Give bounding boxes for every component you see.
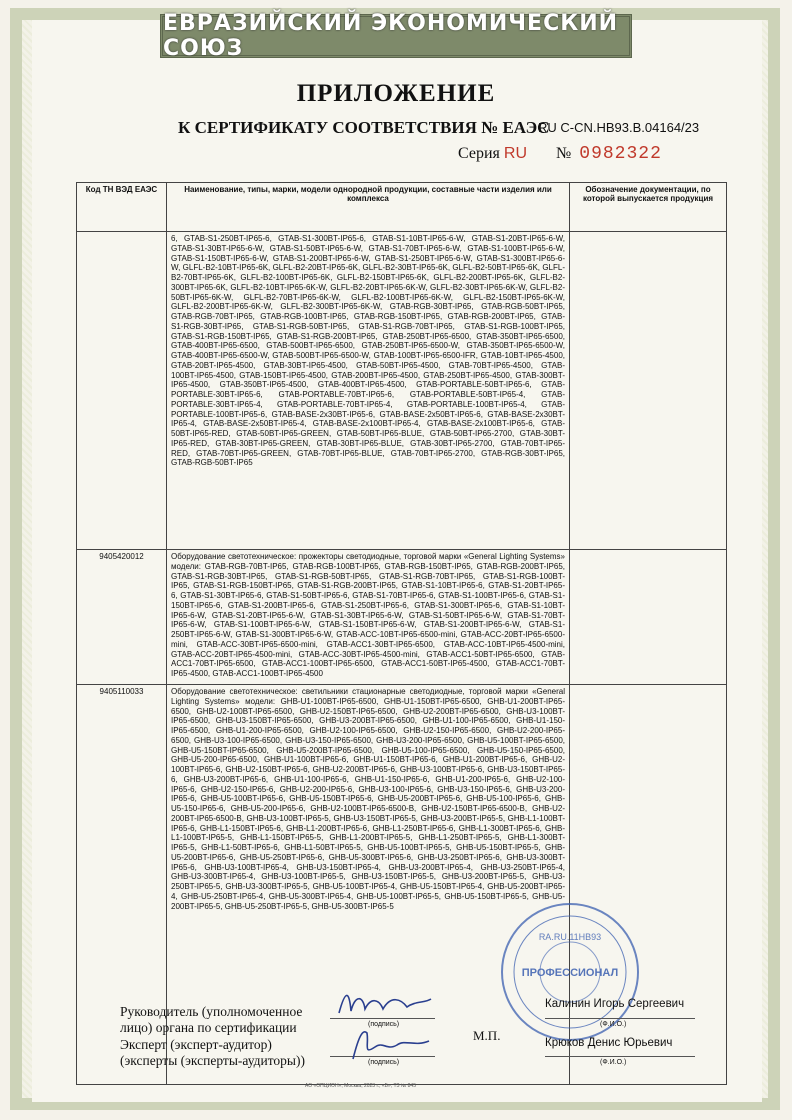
table-row bbox=[77, 550, 727, 685]
certificate-number: RU C-CN.НВ93.В.04164/23 bbox=[538, 120, 700, 135]
head-label bbox=[120, 1004, 302, 1036]
expert-label bbox=[120, 1037, 305, 1069]
row-code: 9405420012 bbox=[77, 550, 167, 685]
number-value: 0982322 bbox=[579, 144, 662, 164]
expert-label-line1: Эксперт (эксперт-аудитор) bbox=[120, 1037, 272, 1052]
header-code: Код ТН ВЭД ЕАЭС bbox=[77, 183, 167, 232]
head-label-line2: лицо) органа по сертификации bbox=[120, 1020, 297, 1035]
series-label: Серия bbox=[458, 145, 500, 162]
head-name-line bbox=[545, 1018, 695, 1019]
row-description: 6, GTAB-S1-250BT-IP65-6, GTAB-S1-300BT-IP65-6, GTAB-S1-10BT-IP65-6-W, GTAB-S1-20BT-IP65-6-W, GTAB-S1-30BT-IP65-6-W, GTAB-S1-50BT-IP65-6-W, GTAB-S1-70BT-IP65-6-W, GTAB-S1-100BT-IP65-6-W, GTAB-S1-150BT-IP65-6-W, GTAB-S1-200BT-IP65-6-W, GTAB-S1-250BT-IP65-6-W, GTAB-S1-300BT-IP65-6-W, GLFL-B2-10BT-IP65-6K, GLFL-B2-20BT-IP65-6K, GLFL-B2-30BT-IP65-6K, GLFL-B2-50BT-IP65-6K, GLFL-B2-70BT-IP65-6K, GLFL-B2-100BT-IP65-6K, GLFL-B2-150BT-IP65-6K, GLFL-B2-200BT-IP65-6K, GLFL-B2-300BT-IP65-6K, GLFL-B2-10BT-IP65-6K-W, GLFL-B2-20BT-IP65-6K-W, GLFL-B2-30BT-IP65-6K-W, GLFL-B2-50BT-IP65-6K-W, GLFL-B2-70BT-IP65-6K-W, GLFL-B2-100BT-IP65-6K-W, GLFL-B2-150BT-IP65-6K-W, GLFL-B2-200BT-IP65-6K-W, GLFL-B2-300BT-IP65-6K-W, GTAB-RGB-30BT-IP65, GTAB-RGB-50BT-IP65, GTAB-RGB-70BT-IP65, GTAB-RGB-100BT-IP65, GTAB-RGB-150BT-IP65, GTAB-RGB-200BT-IP65, GTAB-S1-RGB-30BT-IP65, GTAB-S1-RGB-50BT-IP65, GTAB-S1-RGB-70BT-IP65, GTAB-S1-RGB-100BT-IP65, GTAB-S1-RGB-150BT-IP65, GTAB-S1-RGB-200BT-IP65, GTAB-250BT-IP65-6500, GTAB-350BT-IP65-6500, GTAB-400BT-IP65-6500, GTAB-500BT-IP65-6500, GTAB-250BT-IP65-6500-W, GTAB-350BT-IP65-6500-W, GTAB-400BT-IP65-6500-W, GTAB-500BT-IP65-6500-W, GTAB-100BT-IP65-6500-IFR, GTAB-10BT-IP65-4500, GTAB-20BT-IP65-4500, GTAB-30BT-IP65-4500, GTAB-50BT-IP65-4500, GTAB-70BT-IP65-4500, GTAB-100BT-IP65-4500, GTAB-150BT-IP65-4500, GTAB-200BT-IP65-4500, GTAB-250BT-IP65-4500, GTAB-300BT-IP65-4500, GTAB-350BT-IP65-4500, GTAB-400BT-IP65-4500, GTAB-PORTABLE-50BT-IP65-6, GTAB-PORTABLE-30BT-IP65-6, GTAB-PORTABLE-70BT-IP65-6, GTAB-PORTABLE-50BT-IP65-4, GTAB-PORTABLE-30BT-IP65-4, GTAB-PORTABLE-70BT-IP65-4, GTAB-PORTABLE-100BT-IP65-4, GTAB-PORTABLE-100BT-IP65-6, GTAB-BASE-2x30BT-IP65-6, GTAB-BASE-2x50BT-IP65-6, GTAB-BASE-2x30BT-IP65-4, GTAB-BASE-2x50BT-IP65-4, GTAB-BASE-2x100BT-IP65-4, GTAB-BASE-2x100BT-IP65-6, GTAB-50BT-IP65-RED, GTAB-50BT-IP65-GREEN, GTAB-50BT-IP65-BLUE, GTAB-50BT-IP65-2700, GTAB-30BT-IP65-RED, GTAB-30BT-IP65-GREEN, GTAB-30BT-IP65-BLUE, GTAB-30BT-IP65-2700, GTAB-70BT-IP65-RED, GTAB-70BT-IP65-GREEN, GTAB-70BT-IP65-BLUE, GTAB-70BT-IP65-2700, GTAB-RGB-30BT-IP65, GTAB-RGB-50BT-IP65 bbox=[167, 232, 570, 550]
row-description: Оборудование светотехническое: светильники стационарные светодиодные, торговой марки «General Lighting Systems» модели: GHB-U1-100BT-IP65-6500, GHB-U1-150BT-IP65-6500, GHB-U1-200BT-IP65-6500, GHB-U2-100BT-IP65-6500, GHB-U2-150BT-IP65-6500, GHB-U2-200BT-IP65-6500, GHB-U3-100BT-IP65-6500, GHB-U3-150BT-IP65-6500, GHB-U3-200BT-IP65-6500, GHB-U1-100-IP65-6500, GHB-U1-150-IP65-6500, GHB-U1-200-IP65-6500, GHB-U2-100-IP65-6500, GHB-U2-150-IP65-6500, GHB-U2-200-IP65-6500, GHB-U3-100-IP65-6500, GHB-U3-150-IP65-6500, GHB-U3-200-IP65-6500, GHB-U5-100BT-IP65-6500, GHB-U5-150BT-IP65-6500, GHB-U5-200BT-IP65-6500, GHB-U5-100-IP65-6500, GHB-U5-150-IP65-6500, GHB-U5-200-IP65-6500, GHB-U1-100BT-IP65-6, GHB-U1-150BT-IP65-6, GHB-U1-200BT-IP65-6, GHB-U2-100BT-IP65-6, GHB-U2-150BT-IP65-6, GHB-U2-200BT-IP65-6, GHB-U3-100BT-IP65-6, GHB-U3-150BT-IP65-6, GHB-U3-200BT-IP65-6, GHB-U1-100-IP65-6, GHB-U1-150-IP65-6, GHB-U1-200-IP65-6, GHB-U2-100-IP65-6, GHB-U2-150-IP65-6, GHB-U2-200-IP65-6, GHB-U3-100-IP65-6, GHB-U3-150-IP65-6, GHB-U3-200-IP65-6, GHB-U5-100BT-IP65-6, GHB-U5-150BT-IP65-6, GHB-U5-200BT-IP65-6, GHB-U5-100-IP65-6, GHB-U5-150-IP65-6, GHB-U5-200-IP65-6, GHB-U2-100BT-IP65-6500-B, GHB-U2-150BT-IP65-6500-B, GHB-U2-200BT-IP65-6500-B, GHB-U3-100BT-IP65-5, GHB-U3-150BT-IP65-5, GHB-U3-200BT-IP65-5, GHB-L1-100BT-IP65-6, GHB-L1-150BT-IP65-6, GHB-L1-200BT-IP65-6, GHB-L1-250BT-IP65-6, GHB-L1-300BT-IP65-6, GHB-L1-100BT-IP65-5, GHB-L1-150BT-IP65-5, GHB-L1-200BT-IP65-5, GHB-L1-250BT-IP65-5, GHB-L1-300BT-IP65-5, GHB-L1-50BT-IP65-6, GHB-L1-50BT-IP65-5, GHB-U5-100BT-IP65-5, GHB-U5-150BT-IP65-5, GHB-U5-200BT-IP65-6, GHB-U5-250BT-IP65-6, GHB-U5-300BT-IP65-6, GHB-U3-250BT-IP65-6, GHB-U3-300BT-IP65-6, GHB-U3-100BT-IP65-4, GHB-U3-150BT-IP65-4, GHB-U3-200BT-IP65-4, GHB-U3-250BT-IP65-4, GHB-U3-300BT-IP65-4, GHB-U3-100BT-IP65-5, GHB-U3-150BT-IP65-5, GHB-U3-200BT-IP65-5, GHB-U3-250BT-IP65-5, GHB-U3-300BT-IP65-5, GHB-U5-100BT-IP65-4, GHB-U5-150BT-IP65-4, GHB-U5-200BT-IP65-4, GHB-U5-250BT-IP65-4, GHB-U5-300BT-IP65-4, GHB-U5-100BT-IP65-5, GHB-U5-150BT-IP65-5, GHB-U5-200BT-IP65-5, GHB-U5-250BT-IP65-5, GHB-U5-300BT-IP65-5 bbox=[167, 685, 570, 1085]
row-doc bbox=[570, 232, 727, 550]
banner-text: ЕВРАЗИЙСКИЙ ЭКОНОМИЧЕСКИЙ СОЮЗ bbox=[163, 11, 619, 61]
row-doc bbox=[570, 550, 727, 685]
header-name: Наименование, типы, марки, модели однородной продукции, составные части изделия или комплекса bbox=[167, 183, 570, 232]
expert-name-line bbox=[545, 1056, 695, 1057]
eaeu-banner bbox=[160, 11, 632, 61]
form-number bbox=[556, 144, 662, 164]
number-label: № bbox=[556, 145, 572, 162]
stamp-place-label: М.П. bbox=[473, 1028, 501, 1043]
row-code bbox=[77, 232, 167, 550]
page-title: ПРИЛОЖЕНИЕ bbox=[296, 80, 496, 107]
stamp-center-text: ПРОФЕССИОНАЛ bbox=[521, 967, 619, 979]
table-header-row bbox=[77, 183, 727, 232]
head-name-caption: (Ф.И.О.) bbox=[600, 1021, 627, 1028]
header-doc: Обозначение документации, по которой выпускается продукция bbox=[570, 183, 727, 232]
head-sign-caption: (подпись) bbox=[368, 1021, 400, 1028]
expert-name-caption: (Ф.И.О.) bbox=[600, 1059, 627, 1066]
head-signature-icon bbox=[335, 985, 435, 1020]
expert-sign-caption: (подпись) bbox=[368, 1059, 400, 1066]
stamp-top-text: RA.RU.11НВ93 bbox=[538, 932, 602, 942]
certificate-subtitle: К СЕРТИФИКАТУ СООТВЕТСТВИЯ № ЕАЭС bbox=[178, 118, 550, 137]
expert-name: Крюков Денис Юрьевич bbox=[545, 1037, 673, 1049]
row-description: Оборудование светотехническое: прожекторы светодиодные, торговой марки «General Lighting Systems» модели: GTAB-RGB-70BT-IP65, GTAB-RGB-100BT-IP65, GTAB-RGB-150BT-IP65, GTAB-RGB-200BT-IP65, GTAB-S1-RGB-30BT-IP65, GTAB-S1-RGB-50BT-IP65, GTAB-S1-RGB-70BT-IP65, GTAB-S1-RGB-100BT-IP65, GTAB-S1-RGB-150BT-IP65, GTAB-S1-RGB-200BT-IP65, GTAB-S1-10BT-IP65-6, GTAB-S1-20BT-IP65-6, GTAB-S1-30BT-IP65-6, GTAB-S1-50BT-IP65-6, GTAB-S1-70BT-IP65-6, GTAB-S1-100BT-IP65-6, GTAB-S1-150BT-IP65-6, GTAB-S1-200BT-IP65-6, GTAB-S1-250BT-IP65-6, GTAB-S1-300BT-IP65-6, GTAB-S1-10BT-IP65-6-W, GTAB-S1-20BT-IP65-6-W, GTAB-S1-30BT-IP65-6-W, GTAB-S1-50BT-IP65-6-W, GTAB-S1-70BT-IP65-6-W, GTAB-S1-100BT-IP65-6-W, GTAB-S1-150BT-IP65-6-W, GTAB-S1-200BT-IP65-6-W, GTAB-S1-250BT-IP65-6-W, GTAB-S1-300BT-IP65-6-W, GTAB-ACC-10BT-IP65-6500-mini, GTAB-ACC-20BT-IP65-6500-mini, GTAB-ACC-30BT-IP65-6500-mini, GTAB-ACC1-30BT-IP65-6500, GTAB-ACC-10BT-IP65-4500-mini, GTAB-ACC-20BT-IP65-4500-mini, GTAB-ACC-30BT-IP65-4500-mini, GTAB-ACC1-50BT-IP65-6500, GTAB-ACC1-70BT-IP65-6500, GTAB-ACC1-100BT-IP65-6500, GTAB-ACC1-50BT-IP65-4500, GTAB-ACC1-70BT-IP65-4500, GTAB-ACC1-100BT-IP65-4500 bbox=[167, 550, 570, 685]
row-code: 9405110033 bbox=[77, 685, 167, 1085]
series bbox=[458, 145, 527, 163]
series-value: RU bbox=[503, 145, 527, 162]
head-label-line1: Руководитель (уполномоченное bbox=[120, 1004, 303, 1019]
print-info: АО «ОПЦИОН», Москва, 2023 г., «Б», ТЗ № 845 bbox=[305, 1083, 416, 1089]
expert-label-line2: (эксперты (эксперты-аудиторы)) bbox=[120, 1053, 305, 1068]
head-name: Калинин Игорь Сергеевич bbox=[545, 998, 685, 1010]
table-row bbox=[77, 232, 727, 550]
